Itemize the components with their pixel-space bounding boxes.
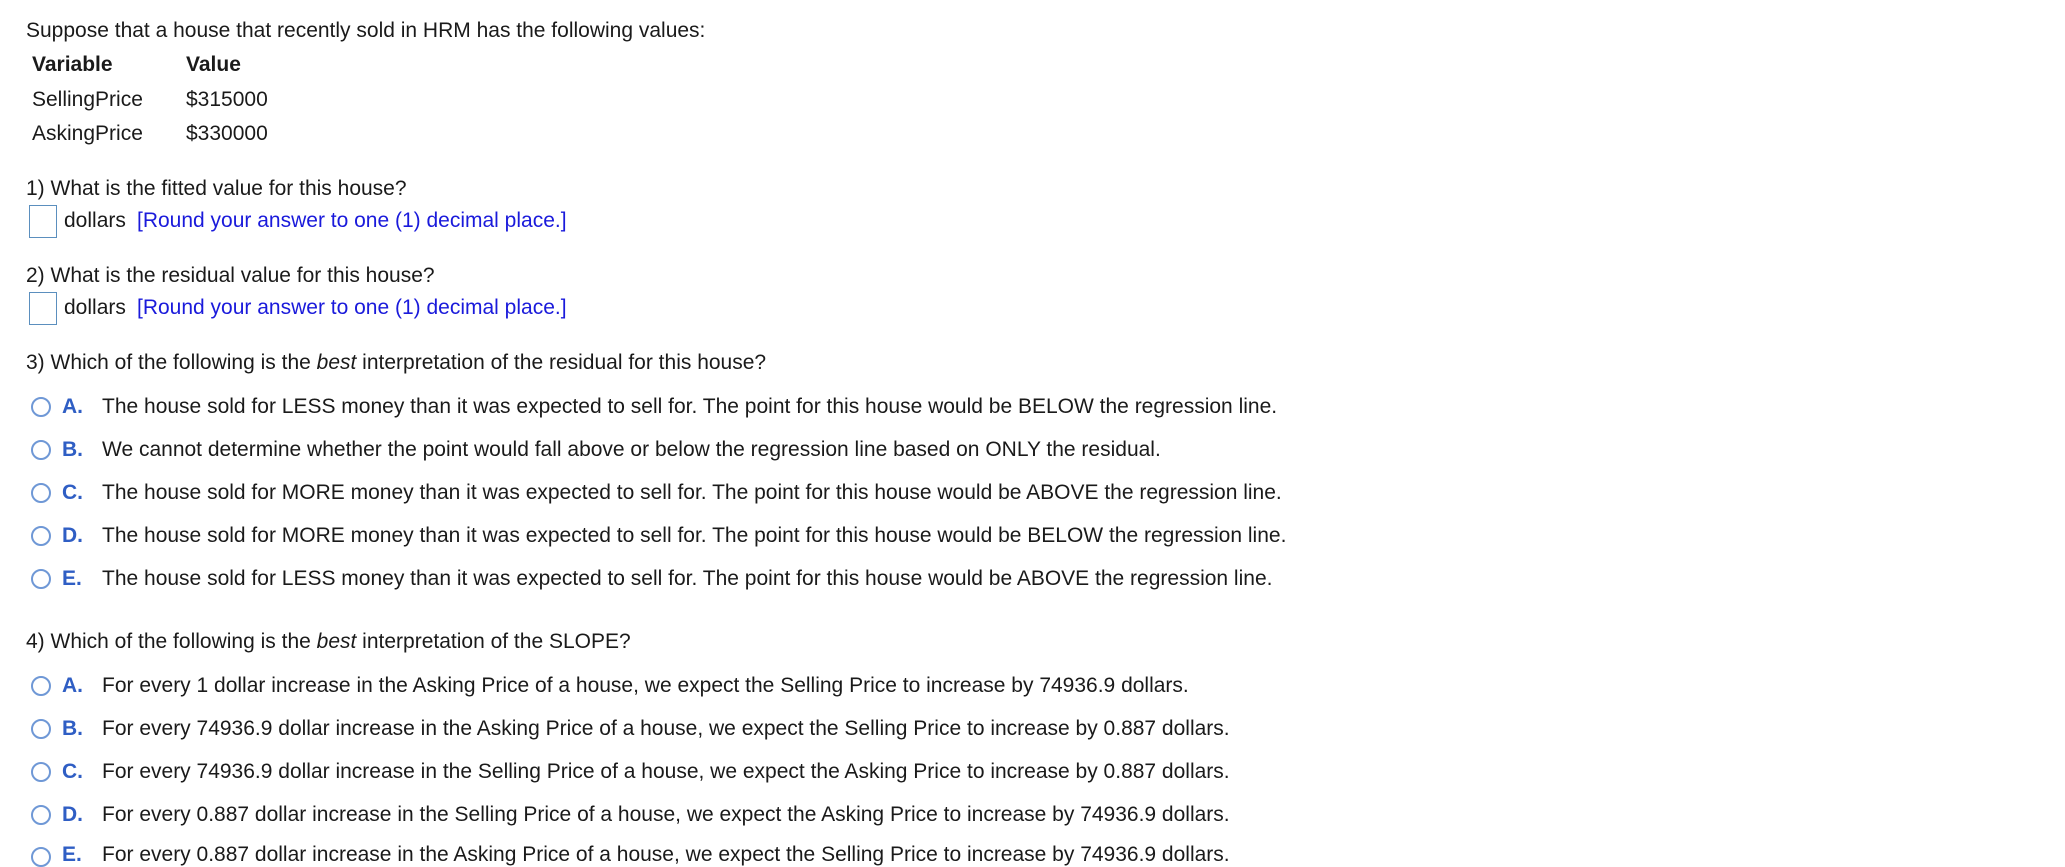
q1-prompt: 1) What is the fitted value for this house? bbox=[26, 177, 407, 200]
radio-button[interactable] bbox=[31, 805, 51, 825]
option-letter: D. bbox=[62, 803, 83, 826]
option-text: The house sold for MORE money than it was expected to sell for. The point for this house would be BELOW the regression line. bbox=[102, 524, 1287, 547]
option-text: For every 1 dollar increase in the Asking Price of a house, we expect the Selling Price to increase by 74936.9 dollars. bbox=[102, 674, 1189, 697]
option-text: For every 0.887 dollar increase in the Selling Price of a house, we expect the Asking Price to increase by 74936.9 dollars. bbox=[102, 803, 1230, 826]
option-text: The house sold for LESS money than it was expected to sell for. The point for this house would be BELOW the regression line. bbox=[102, 395, 1278, 418]
radio-button[interactable] bbox=[31, 569, 51, 589]
option-text: For every 74936.9 dollar increase in the Asking Price of a house, we expect the Selling Price to increase by 0.887 dollars. bbox=[102, 717, 1230, 740]
option-letter: C. bbox=[62, 481, 83, 504]
option-letter: E. bbox=[62, 843, 82, 866]
table-cell-variable: SellingPrice bbox=[32, 88, 143, 111]
option-letter: D. bbox=[62, 524, 83, 547]
table-header-value: Value bbox=[186, 53, 241, 76]
radio-button[interactable] bbox=[31, 719, 51, 739]
option-letter: A. bbox=[62, 674, 83, 697]
table-cell-variable: AskingPrice bbox=[32, 122, 143, 145]
option-text: We cannot determine whether the point would fall above or below the regression line based on ONLY the residual. bbox=[102, 438, 1161, 461]
radio-button[interactable] bbox=[31, 483, 51, 503]
option-text: For every 74936.9 dollar increase in the Selling Price of a house, we expect the Asking Price to increase by 0.887 dollars. bbox=[102, 760, 1230, 783]
table-cell-value: $330000 bbox=[186, 122, 268, 145]
q2-prompt: 2) What is the residual value for this house? bbox=[26, 264, 435, 287]
residual-value-input[interactable] bbox=[29, 292, 57, 325]
option-text: For every 0.887 dollar increase in the Asking Price of a house, we expect the Selling Price to increase by 74936.9 dollars. bbox=[102, 843, 1230, 866]
q3-prompt: 3) Which of the following is the best interpretation of the residual for this house? bbox=[26, 351, 767, 374]
radio-button[interactable] bbox=[31, 762, 51, 782]
table-cell-value: $315000 bbox=[186, 88, 268, 111]
option-text: The house sold for MORE money than it was expected to sell for. The point for this house would be ABOVE the regression line. bbox=[102, 481, 1282, 504]
q1-rounding-hint: [Round your answer to one (1) decimal place.] bbox=[137, 209, 567, 232]
radio-button[interactable] bbox=[31, 847, 51, 867]
q2-rounding-hint: [Round your answer to one (1) decimal place.] bbox=[137, 296, 567, 319]
option-letter: C. bbox=[62, 760, 83, 783]
q1-unit: dollars bbox=[64, 209, 126, 232]
radio-button[interactable] bbox=[31, 397, 51, 417]
radio-button[interactable] bbox=[31, 440, 51, 460]
option-letter: A. bbox=[62, 395, 83, 418]
option-text: The house sold for LESS money than it was expected to sell for. The point for this house would be ABOVE the regression line. bbox=[102, 567, 1273, 590]
intro-text: Suppose that a house that recently sold in HRM has the following values: bbox=[26, 19, 706, 42]
option-letter: B. bbox=[62, 717, 83, 740]
radio-button[interactable] bbox=[31, 526, 51, 546]
q2-unit: dollars bbox=[64, 296, 126, 319]
table-header-variable: Variable bbox=[32, 53, 113, 76]
q4-prompt: 4) Which of the following is the best interpretation of the SLOPE? bbox=[26, 630, 631, 653]
fitted-value-input[interactable] bbox=[29, 205, 57, 238]
radio-button[interactable] bbox=[31, 676, 51, 696]
option-letter: E. bbox=[62, 567, 82, 590]
option-letter: B. bbox=[62, 438, 83, 461]
